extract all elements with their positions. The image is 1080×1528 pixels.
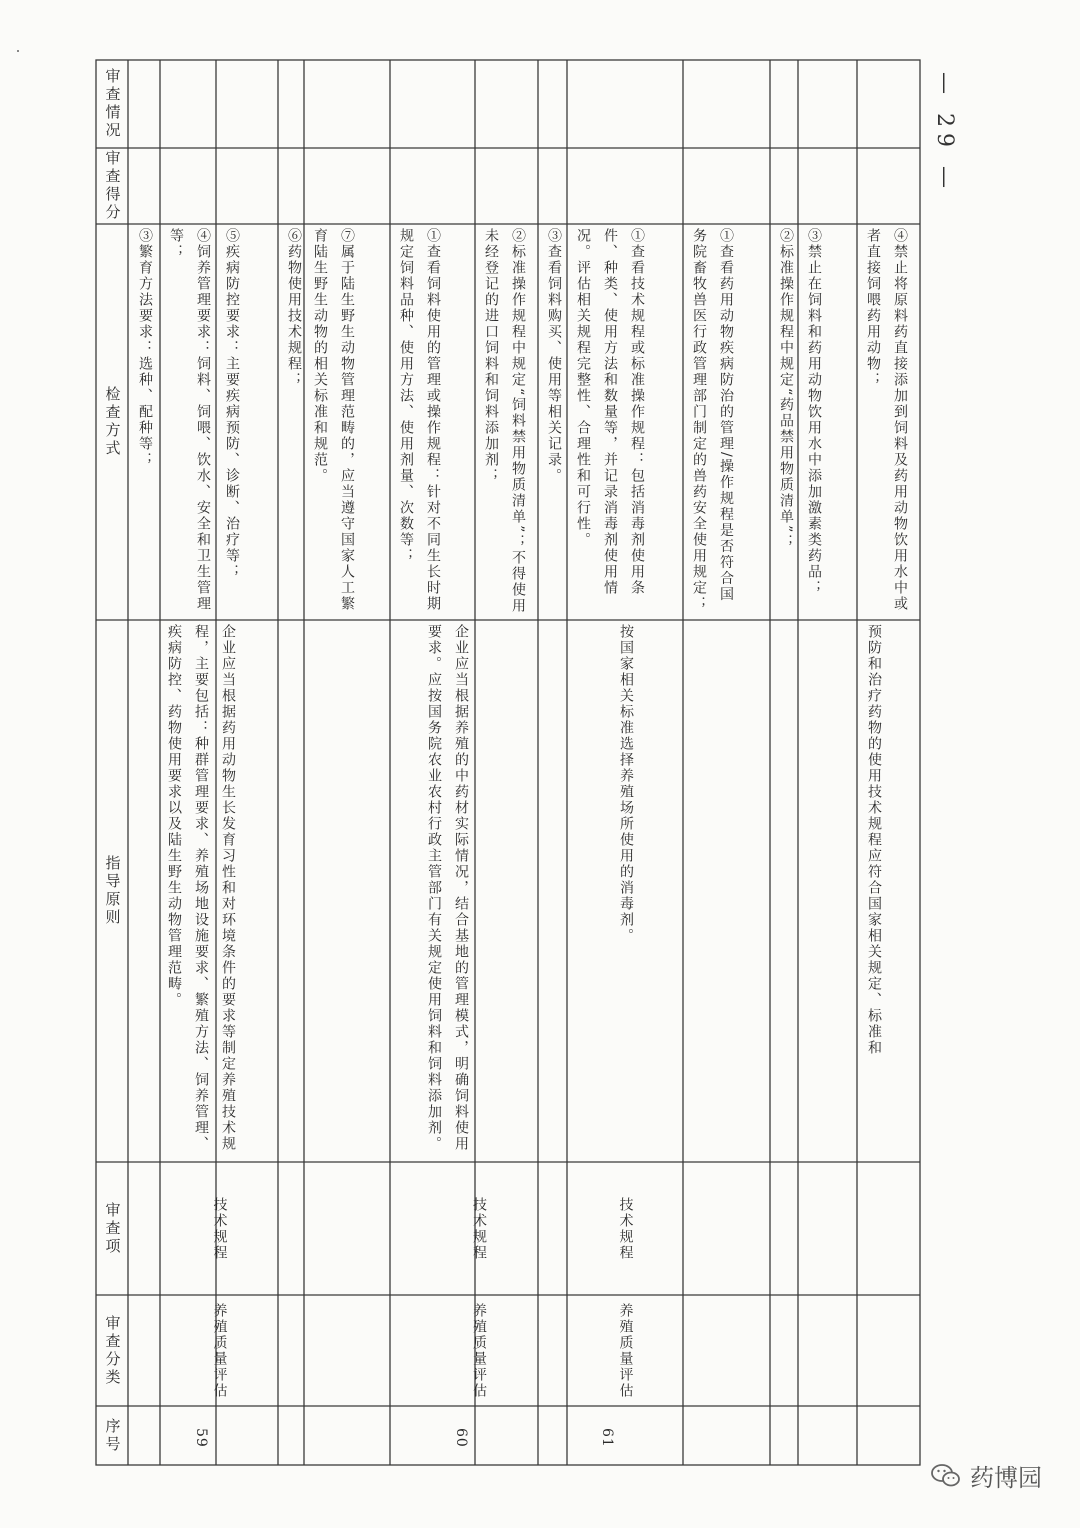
header-status: 审查情况 bbox=[103, 68, 122, 140]
method-59-3: ③繁育方法要求：选种、配种等； bbox=[137, 228, 153, 468]
header-method: 检查方式 bbox=[103, 386, 122, 458]
method-61-1: ①查看技术规程或标准操作规程：包括消毒剂使用条件、种类、使用方法和数量等，并记录消毒剂使用情况。评估相关规程完整性、合理性和可行性。 bbox=[575, 228, 645, 596]
page-number: — 29 — bbox=[932, 72, 957, 194]
method-60-1: ①查看饲料使用的管理或操作规程：针对不同生长时期规定饲料品种、使用方法、使用剂量、次数等； bbox=[398, 228, 441, 612]
method-62-4: ④禁止将原料药直接添加到饲料及药用动物饮用水中或者直接饲喂药用动物； bbox=[865, 228, 908, 612]
header-item: 审查项 bbox=[103, 1201, 122, 1256]
row-61-category: 养殖质量评估 bbox=[617, 1302, 634, 1399]
row-61-principle: 按国家相关标准选择养殖场所使用的消毒剂。 bbox=[618, 624, 634, 944]
row-61-serial: 61 bbox=[599, 1427, 616, 1448]
row-59-category: 养殖质量评估 bbox=[211, 1302, 228, 1399]
method-59-4: ④饲养管理要求：饲料、饲喂、饮水、安全和卫生管理等； bbox=[168, 228, 211, 612]
method-59-6: ⑥药物使用技术规程； bbox=[286, 228, 302, 388]
row-59-item: 技术规程 bbox=[211, 1196, 228, 1261]
row-61-item: 技术规程 bbox=[617, 1196, 634, 1261]
wechat-icon bbox=[930, 1462, 962, 1490]
method-59-5: ⑤疾病防控要求：主要疾病预防、诊断、治疗等； bbox=[224, 228, 240, 580]
method-60-3: ③查看饲料购买、使用等相关记录。 bbox=[546, 228, 562, 484]
method-62-3: ③禁止在饲料和药用动物饮用水中添加激素类药品； bbox=[806, 228, 822, 596]
row-60-principle: 企业应当根据养殖的中药材实际情况，结合基地的管理模式，明确饲料使用要求。应按国务院农业农村行政主管部门有关规定使用饲料和饲料添加剂。 bbox=[426, 624, 469, 1152]
method-59-7: ⑦属于陆生野生动物管理范畴的，应当遵守国家人工繁育陆生野生动物的相关标准和规范。 bbox=[312, 228, 355, 612]
row-60-category: 养殖质量评估 bbox=[471, 1302, 487, 1399]
row-59-principle: 企业应当根据药用动物生长发育习性和对环境条件的要求等制定养殖技术规程，主要包括：种群管理要求、养殖场地设施要求、繁殖方法、饲养管理、疾病防控、药物使用要求以及陆生野生动物管理范畴。 bbox=[166, 624, 236, 1152]
row-59-serial: 59 bbox=[193, 1427, 210, 1448]
row-60-item: 技术规程 bbox=[471, 1196, 487, 1261]
header-score: 审查得分 bbox=[103, 150, 122, 222]
row-60-serial: 60 bbox=[452, 1427, 469, 1448]
header-principle: 指导原则 bbox=[103, 855, 122, 927]
watermark bbox=[930, 1458, 1042, 1493]
method-62-1: ①查看药用动物疾病防治的管理/操作规程是否符合国务院畜牧兽医行政管理部门制定的兽药安全使用规定； bbox=[691, 228, 734, 612]
header-serial: 序号 bbox=[103, 1417, 122, 1454]
header-category: 审查分类 bbox=[103, 1314, 122, 1387]
method-60-2: ②标准操作规程中规定“饲料禁用物质清单”；不得使用未经登记的进口饲料和饲料添加剂； bbox=[483, 228, 526, 615]
watermark-text: 药博园 bbox=[970, 1464, 1042, 1492]
method-62-2: ②标准操作规程中规定“药品禁用物质清单”； bbox=[778, 228, 794, 551]
row-62-principle: 预防和治疗药物的使用技术规程应符合国家相关规定、标准和 bbox=[866, 624, 882, 1056]
